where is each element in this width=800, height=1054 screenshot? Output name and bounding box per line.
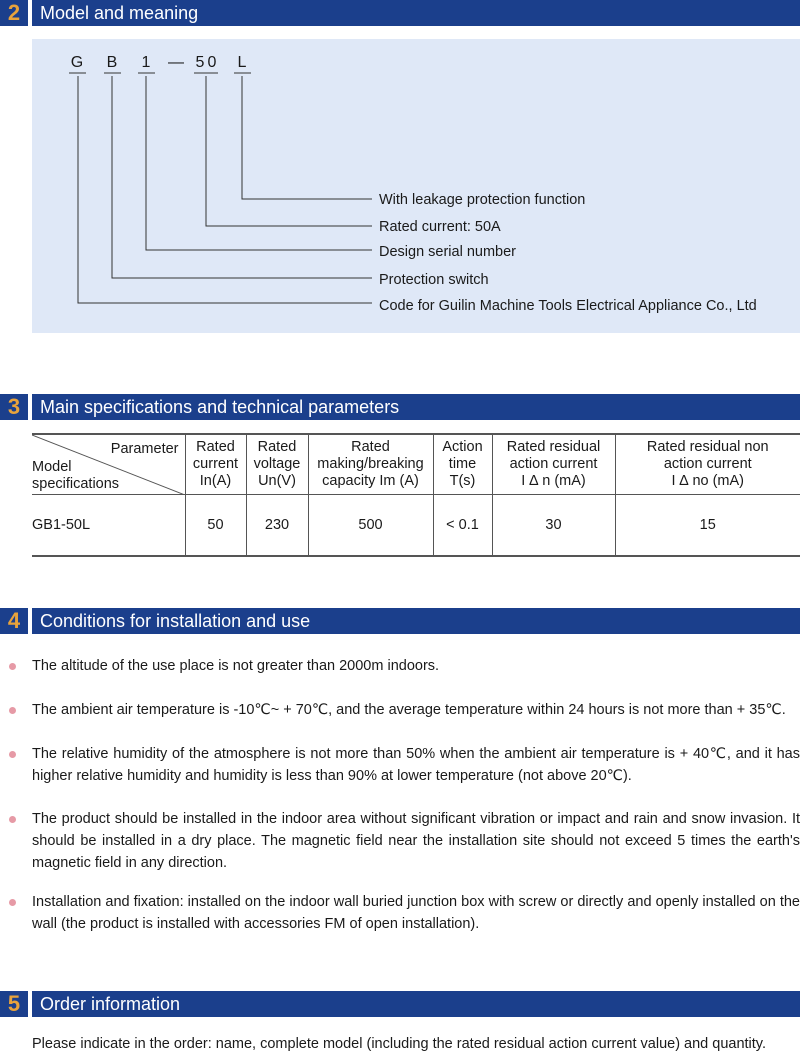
leader-line-l: [242, 76, 372, 199]
section-header-model: [0, 0, 800, 26]
model-meaning-diagram: [32, 39, 800, 333]
header-line: Action: [442, 438, 483, 455]
col-header-residual-action: [492, 434, 615, 494]
corner-parameter-label: Parameter: [110, 441, 179, 457]
section-number: 3: [0, 394, 28, 420]
corner-header-cell: [32, 434, 185, 494]
section-number: 4: [0, 608, 28, 634]
leader-line-50: [206, 76, 372, 226]
header-line: voltage: [253, 455, 301, 472]
bullet-dot-icon: [9, 816, 16, 823]
header-line: I ∆ n (mA): [521, 472, 586, 489]
section-header-order: [0, 991, 800, 1017]
header-line: In(A): [199, 472, 232, 489]
section-title: Conditions for installation and use: [32, 608, 800, 634]
connector-lines: [69, 73, 372, 303]
header-line: current: [192, 455, 239, 472]
header-line: I ∆ no (mA): [671, 472, 745, 489]
header-line: making/breaking: [317, 455, 424, 472]
condition-text: The ambient air temperature is -10℃~ + 70℃, and the average temperature within 24 hours is not more than + 35℃.: [32, 702, 786, 718]
header-line: T(s): [449, 472, 476, 489]
col-header-breaking-capacity: [308, 434, 433, 494]
col-header-action-time: [433, 434, 492, 494]
list-item: [0, 891, 800, 935]
code-letter-g: G: [70, 54, 84, 71]
header-line: Rated residual: [506, 438, 601, 455]
section-header-conditions: [0, 608, 800, 634]
section-number: 2: [0, 0, 28, 26]
header-line: action current: [663, 455, 752, 472]
meaning-serial: Design serial number: [379, 244, 517, 260]
header-line: time: [448, 455, 477, 472]
meaning-rated-current: Rated current: 50A: [379, 219, 501, 235]
section-header-specs: [0, 394, 800, 420]
model-diagram-svg: [32, 39, 800, 333]
meaning-company: Code for Guilin Machine Tools Electrical Appliance Co., Ltd: [379, 298, 757, 314]
bullet-dot-icon: [9, 751, 16, 758]
table-row: [32, 494, 800, 556]
code-letter-b: B: [106, 54, 118, 71]
col-header-residual-non-action: [615, 434, 800, 494]
order-instructions: Please indicate in the order: name, complete model (including the rated residual action current value) and quantity.: [32, 1036, 767, 1052]
section-title: Main specifications and technical parameters: [32, 394, 800, 420]
condition-text: The altitude of the use place is not greater than 2000m indoors.: [32, 658, 440, 674]
condition-text: The relative humidity of the atmosphere is not more than 50% when the ambient air temperature is + 40℃, and it has higher relative humidity and humidity is less than 90% at lower temperature (not above 20℃).: [32, 746, 800, 784]
spec-table: [32, 433, 800, 557]
cell-residual-non-action: 15: [615, 494, 800, 556]
list-item: [0, 808, 800, 874]
code-letter-1: 1: [141, 54, 151, 71]
list-item: [0, 655, 800, 677]
corner-model-label: [32, 459, 119, 493]
bullet-dot-icon: [9, 707, 16, 714]
meaning-protection: Protection switch: [379, 272, 489, 288]
section-title: Model and meaning: [32, 0, 800, 26]
code-dash: —: [168, 54, 184, 71]
leader-line-g: [78, 76, 372, 303]
code-letter-0: 0: [207, 54, 217, 71]
header-line: Rated: [257, 438, 297, 455]
corner-model-line1: Model: [32, 459, 72, 475]
cell-rated-current: 50: [185, 494, 246, 556]
bullet-dot-icon: [9, 899, 16, 906]
cell-action-time: < 0.1: [433, 494, 492, 556]
list-item: [0, 699, 800, 721]
list-item: [0, 743, 800, 787]
header-line: action current: [509, 455, 598, 472]
col-header-rated-current: [185, 434, 246, 494]
table-header-row: [32, 434, 800, 494]
code-letter-l: L: [237, 54, 247, 71]
cell-model: GB1-50L: [32, 516, 91, 533]
col-header-rated-voltage: [246, 434, 308, 494]
header-line: capacity Im (A): [322, 472, 419, 489]
header-line: Rated: [351, 438, 390, 455]
cell-rated-voltage: 230: [246, 494, 308, 556]
header-line: Un(V): [258, 472, 296, 489]
cell-breaking-capacity: 500: [308, 494, 433, 556]
cell-residual-action: 30: [492, 494, 615, 556]
header-line: Rated residual non: [646, 438, 769, 455]
header-line: Rated: [196, 438, 235, 455]
leader-line-1: [146, 76, 372, 250]
section-number: 5: [0, 991, 28, 1017]
bullet-dot-icon: [9, 663, 16, 670]
section-title: Order information: [32, 991, 800, 1017]
condition-text: The product should be installed in the indoor area without significant vibration or impact and rain and snow invasion. It should be installed in a dry place. The magnetic field near the installation site should not exceed 5 times the earth's magnetic field in any direction.: [32, 811, 800, 871]
meaning-leakage: With leakage protection function: [379, 192, 586, 208]
corner-model-line2: specifications: [32, 476, 120, 492]
condition-text: Installation and fixation: installed on the indoor wall buried junction box with screw or directly and openly installed on the wall (the product is installed with accessories FM of open installation).: [32, 894, 800, 932]
code-letter-5: 5: [195, 54, 205, 71]
